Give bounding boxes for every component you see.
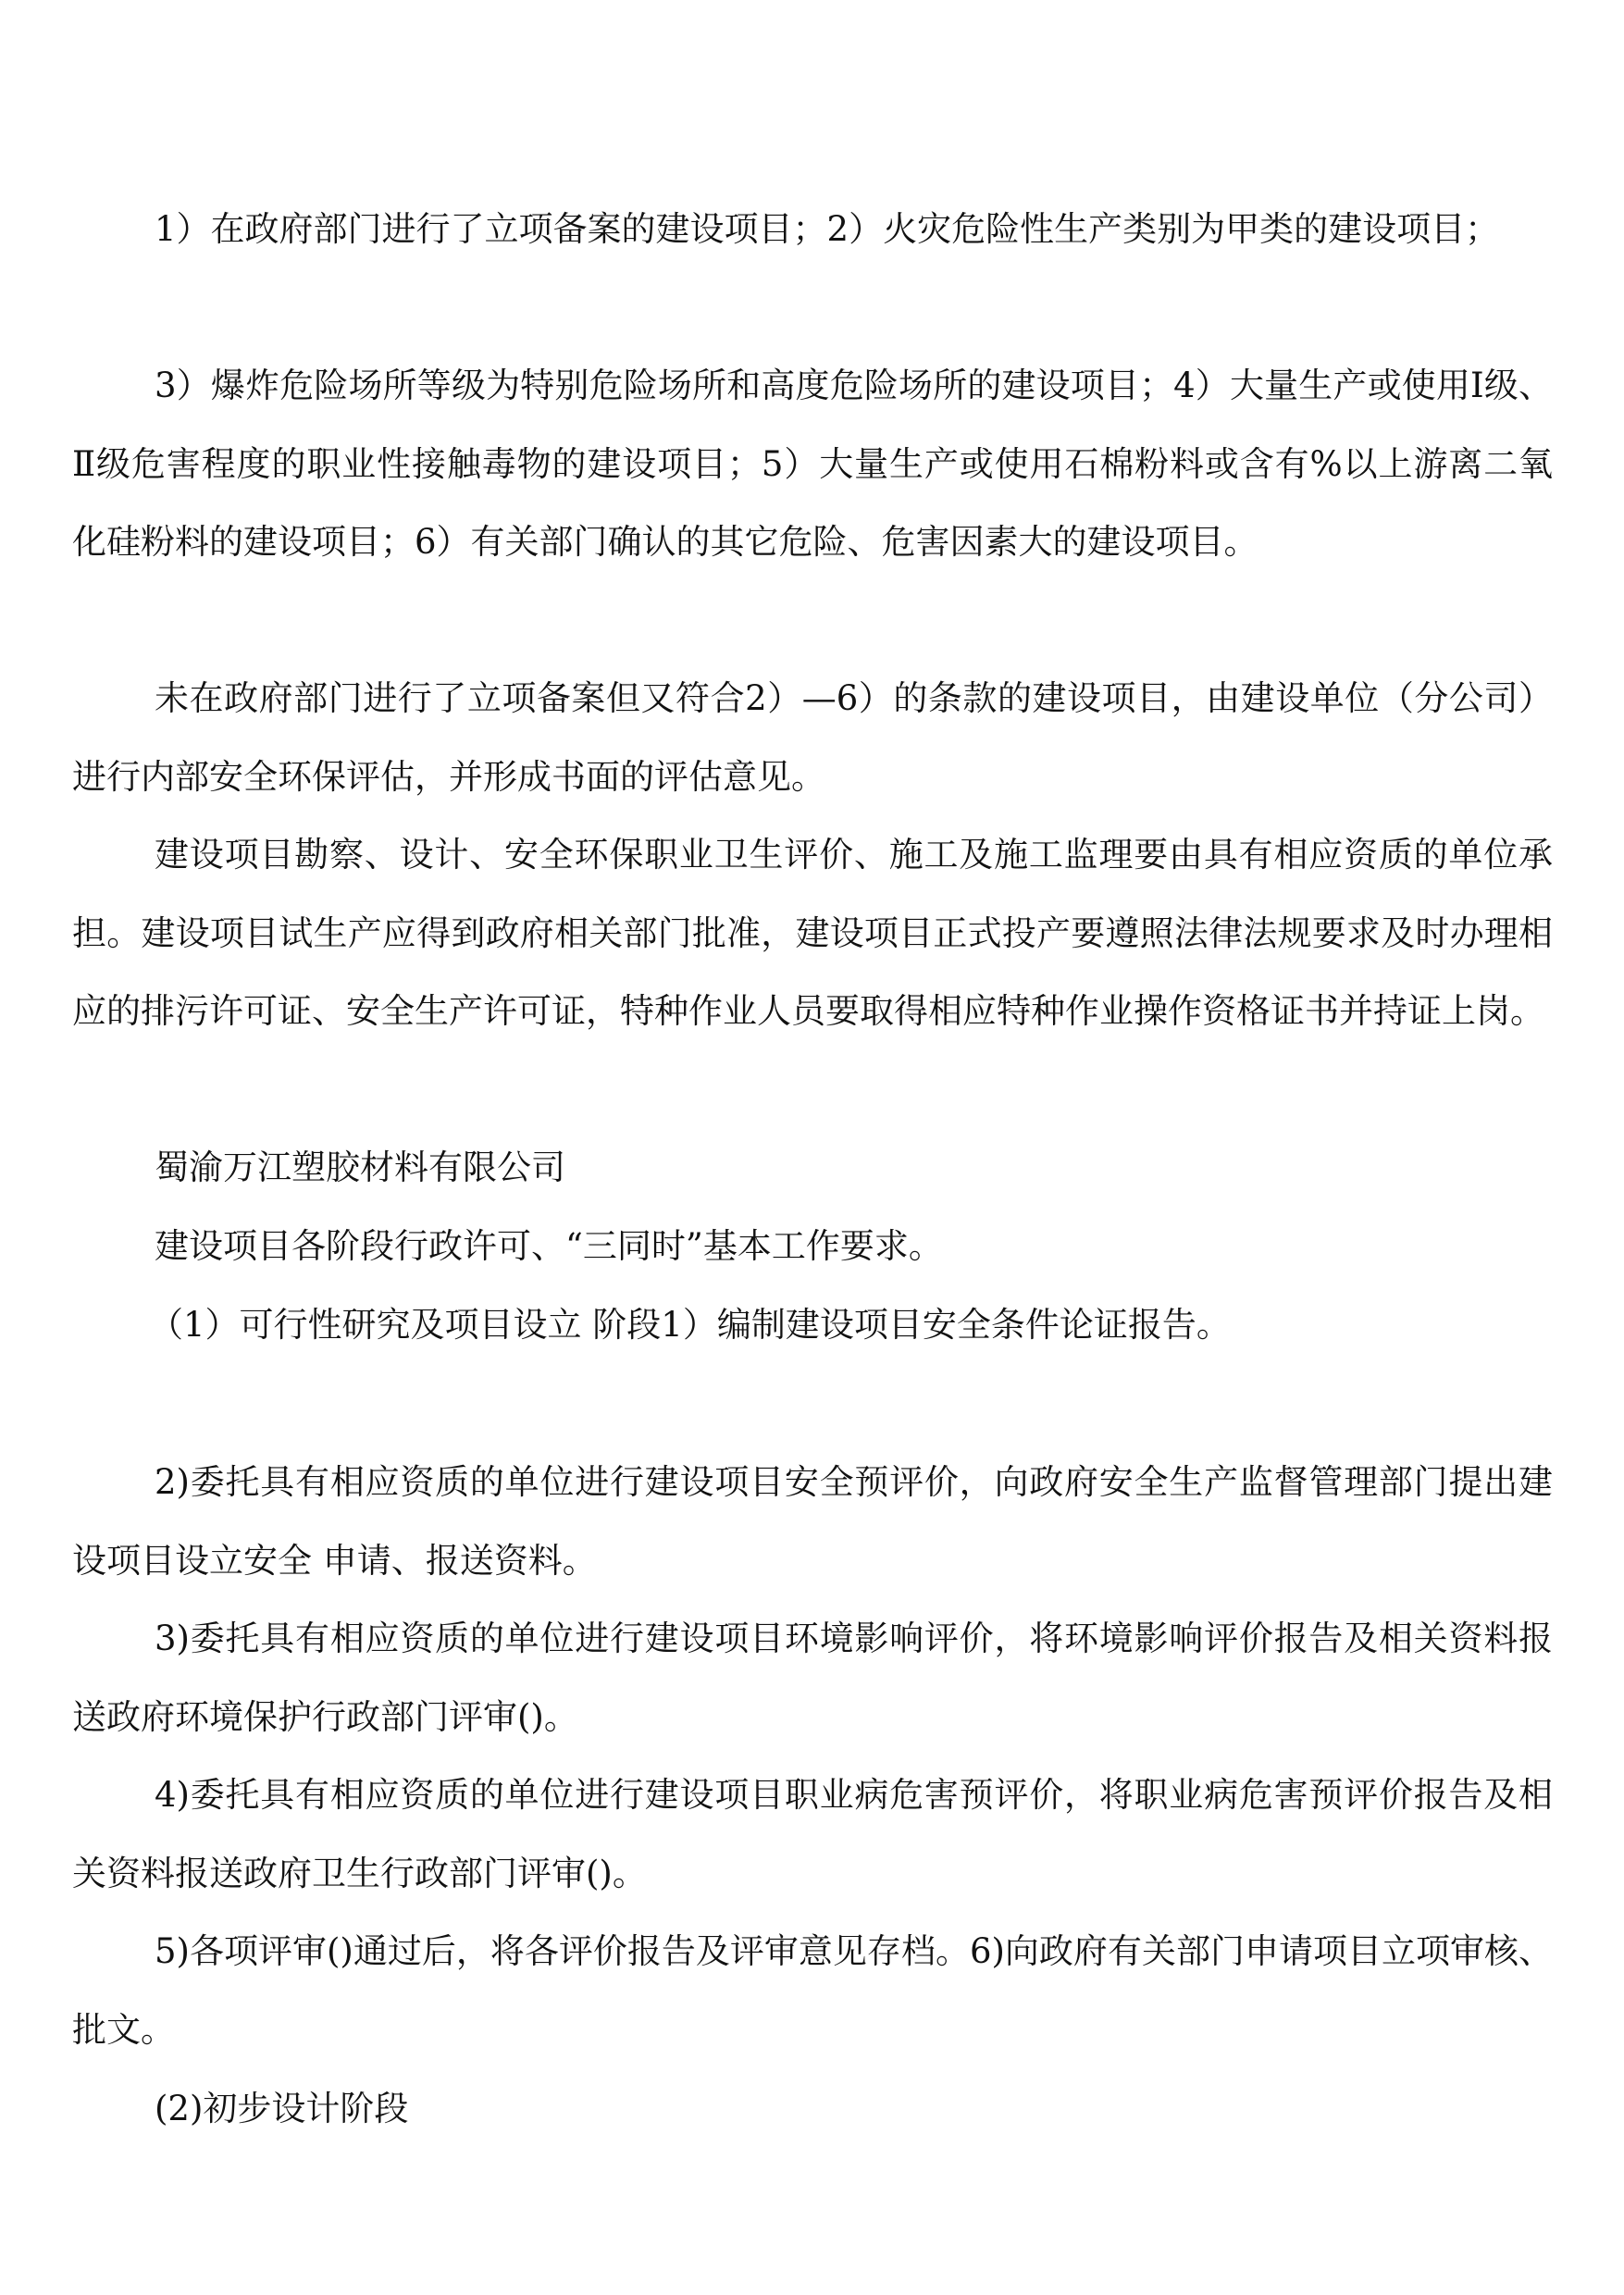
paragraph-internal-assessment: 未在政府部门进行了立项备案但又符合2）—6）的条款的建设项目，由建设单位（分公司）进行内部安全环保评估，并形成书面的评估意见。 [72,678,1553,797]
step-4-occupational-health: 4)委托具有相应资质的单位进行建设项目职业病危害预评价，将职业病危害预评价报告及相关资料报送政府卫生行政部门评审()。 [72,1775,1553,1893]
paragraph-qualification-requirements: 建设项目勘察、设计、安全环保职业卫生评价、施工及施工监理要由具有相应资质的单位承担。建设项目试生产应得到政府相关部门批准，建设项目正式投产要遵照法律法规要求及时办理相应的排污许可证、安全生产许可证，特种作业人员要取得相应特种作业操作资格证书并持证上岗。 [72,835,1553,1031]
step-3-environmental-assessment: 3)委托具有相应资质的单位进行建设项目环境影响评价，将环境影响评价报告及相关资料报送政府环境保护行政部门评审()。 [72,1619,1553,1737]
stage-1-heading: （1）可行性研究及项目设立 阶段1）编制建设项目安全条件论证报告。 [149,1305,1231,1345]
step-5-6-archive-approval: 5)各项评审()通过后，将各评价报告及评审意见存档。6)向政府有关部门申请项目立项审核、批文。 [72,1931,1553,2050]
step-2-safety-pre-evaluation: 2)委托具有相应资质的单位进行建设项目安全预评价，向政府安全生产监督管理部门提出建设项目设立安全 申请、报送资料。 [72,1462,1553,1581]
paragraph-project-scope: 1）在政府部门进行了立项备案的建设项目；2）火灾危险性生产类别为甲类的建设项目； [155,209,1500,249]
paragraph-hazard-criteria: 3）爆炸危险场所等级为特别危险场所和高度危险场所的建设项目；4）大量生产或使用Ⅰ级、Ⅱ级危害程度的职业性接触毒物的建设项目；5）大量生产或使用石棉粉料或含有%以上游离二氧化硅粉料的建设项目；6）有关部门确认的其它危险、危害因素大的建设项目。 [72,366,1554,562]
document-page [72,0,1553,2295]
company-name: 蜀渝万江塑胶材料有限公司 [155,1148,565,1187]
stage-2-heading: (2)初步设计阶段 [155,2089,409,2128]
section-heading-requirements: 建设项目各阶段行政许可、“三同时”基本工作要求。 [155,1226,943,1266]
